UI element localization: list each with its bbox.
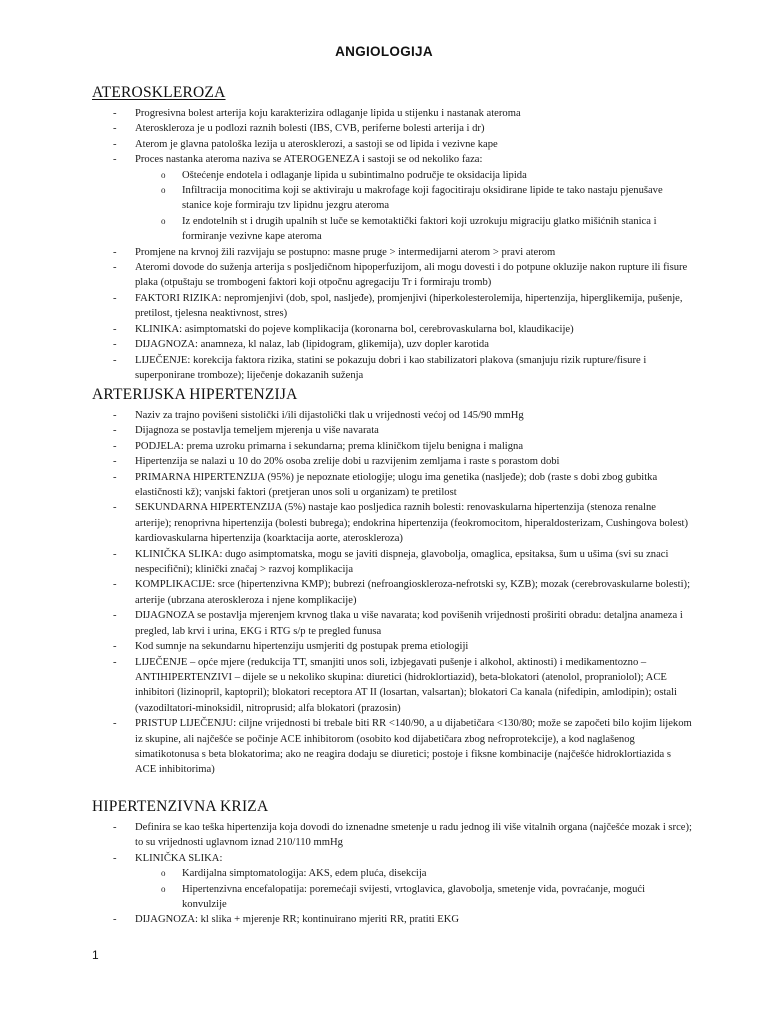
list-item-text: DIJAGNOZA: anamneza, kl nalaz, lab (lipidogram, glikemija), uzv dopler karotida [135,339,489,351]
circle-bullet-icon: o [161,169,166,180]
dash-bullet-icon: - [113,262,117,274]
dash-bullet-icon: - [113,579,117,591]
dash-bullet-icon: - [113,339,117,351]
list-item-text: Aterom je glavna patološka lezija u aterosklerozi, a sastoji se od lipida i vezivne kape [135,138,498,150]
list-item [92,106,692,121]
list-item [92,454,692,469]
list-item [92,577,692,608]
list-item-text: Definira se kao teška hipertenzija koja dovodi do iznenadne smetenje u radu jednog ili više vitalnih organa (najčešće mozak i srce); to su vrijednosti uglavnom iznad 210/110 mmHg [135,822,692,849]
section-arterijska-hipertenzija [92,386,692,778]
bullet-list [92,820,692,928]
list-item [92,423,692,438]
circle-bullet-icon: o [161,215,166,226]
list-item-text: PRISTUP LIJEČENJU: ciljne vrijednosti bi trebale biti RR <140/90, a u dijabetičara <130/80; može se započeti bilo kojim lijekom iz skupine, ali najčešće se počinje ACE inhibitorom (osobito kod dijabetičara zbog nefroprotekcije), a kod naglašenog simatikotonusa s beta blokatorima; ako ne reagira dodaju se diuretici; postoje i fiksne kombinacije (najčešće hidroklortiazida s ACE inhibitorima) [135,718,692,776]
list-item-text: FAKTORI RIZIKA: nepromjenjivi (dob, spol, nasljeđe), promjenjivi (hiperkolesterolemija, hipertenzija, hiperglikemija, pušenje, pretilost, tjelesna neaktivnost, stres) [135,292,683,320]
document-title: ANGIOLOGIJA [335,44,433,59]
list-item-text: KOMPLIKACIJE: srce (hipertenzivna KMP); bubrezi (nefroangioskleroza-nefrotski sy, KZB); mozak (cerebrovaskularne bolesti); arterije (ubrzana ateroskleroza i njene komplikacije) [135,579,691,606]
list-item-text: Proces nastanka ateroma naziva se ATEROGENEZA i sastoji se od nekoliko faza: [135,154,483,166]
list-item-text: Ateroskleroza je u podlozi raznih bolesti (IBS, CVB, periferne bolesti arterija i dr) [135,123,485,135]
list-item [92,408,692,423]
sub-list [135,168,692,245]
circle-bullet-icon: o [161,868,166,879]
list-item-text: KLINIKA: asimptomatski do pojeve komplikacija (koronarna bol, cerebrovaskularna bol, klaudikacije) [135,323,574,335]
list-item-text: KLINIČKA SLIKA: dugo asimptomatska, mogu se javiti dispneja, glavobolja, omaglica, epsitaksa, šum u ušima (svi su znaci nespecifični); klinički značaj > razvoj komplikacija [135,548,669,576]
dash-bullet-icon: - [113,292,117,304]
list-item [92,655,692,717]
list-item [92,912,692,927]
list-item-text: Ateromi dovode do suženja arterija s posljedičnom hipoperfuzijom, ali mogu dovesti i do potpune okluzije nakon rupture ili fisure plaka (otpuštaju se trombogeni faktori koji otpočnu agregaciju Tr i formiraju tromb) [135,262,688,289]
list-item [92,337,692,352]
section-heading: ARTERIJSKA HIPERTENZIJA [92,386,298,403]
list-item [92,137,692,152]
dash-bullet-icon: - [113,610,117,622]
dash-bullet-icon: - [113,425,117,437]
sub-list-item-text: Kardijalna simptomatologija: AKS, edem pluća, disekcija [182,868,427,880]
dash-bullet-icon: - [113,354,117,366]
list-item [92,820,692,851]
dash-bullet-icon: - [113,123,117,135]
dash-bullet-icon: - [113,471,117,483]
dash-bullet-icon: - [113,138,117,150]
sub-list-item-text: Hipertenzivna encefalopatija: poremećaji svijesti, vrtoglavica, glavobolja, smetenje vida, povraćanje, mogući konvulzije [182,883,646,911]
sub-list-item-text: Infiltracija monocitima koji se aktiviraju u makrofage koji fagocitiraju oksidirane lipide te tako nastaju pjenušave stanice koje formiraju tzv lipidnu jezgru ateroma [182,185,663,212]
sub-list-item [135,882,692,913]
list-item-text: PRIMARNA HIPERTENZIJA (95%) je nepoznate etiologije; ulogu ima genetika (nasljeđe); dob (raste s dobi zbog gubitka elastičnosti kž); vanjski faktori (pretjeran unos soli u organizam) te pretilost [135,471,658,499]
dash-bullet-icon: - [113,822,117,833]
list-item [92,716,692,778]
dash-bullet-icon: - [113,914,117,926]
list-item-text: Hipertenzija se nalazi u 10 do 20% osoba zrelije dobi u razvijenim zemljama i raste s porastom dobi [135,456,560,468]
list-item-text: LIJEČENJE – opće mjere (redukcija TT, smanjiti unos soli, izbjegavati pušenje i alkohol, aktinosti) i medikamentozno – ANTIHIPERTENZIVI – dijele se u nekoliko skupina: diuretici (hidroklortiazid), beta-blokatori (atenolol, propraniolol); ACE inhibitori (lizinopril, kaptopril); blokatori receptora AT II (losartan, valsartan); blokatori Ca kanala (nifedipin, amlodipin); ostali (vazodiltatori-minoksidil, nitroprusid; alfa blokatori (prazosin) [135,656,677,714]
dash-bullet-icon: - [113,410,117,421]
list-item-text: Promjene na krvnoj žili razvijaju se postupno: masne pruge > intermedijarni aterom > pravi aterom [135,246,556,258]
list-item [92,639,692,654]
list-item-text: Dijagnoza se postavlja temeljem mjerenja u više navarata [135,425,379,437]
list-item [92,121,692,136]
list-item [92,291,692,322]
page-number: 1 [92,948,99,962]
dash-bullet-icon: - [113,246,117,258]
list-item-text: LIJEČENJE: korekcija faktora rizika, statini se pokazuju dobri i kao stabilizatori plakova (smanjuju rizik rupture/fisure i superponirane tromboze); liječenje dokazanih suženja [135,354,647,381]
list-item-text: Naziv za trajno povišeni sistolički i/ili dijastolički tlak u vrijednosti većoj od 145/90 mmHg [135,410,524,421]
list-item-text: Kod sumnje na sekundarnu hipertenziju usmjeriti dg postupak prema etiologiji [135,641,469,653]
list-item-text: Progresivna bolest arterija koju karakterizira odlaganje lipida u stijenku i nastanak ateroma [135,108,521,119]
sub-list-item [135,168,692,183]
dash-bullet-icon: - [113,323,117,335]
dash-bullet-icon: - [113,440,117,452]
list-item-text: KLINIČKA SLIKA: [135,852,223,864]
sub-list-item [135,183,692,214]
list-item-text: DIJAGNOZA: kl slika + mjerenje RR; kontinuirano mjeriti RR, pratiti EKG [135,914,460,926]
dash-bullet-icon: - [113,108,117,119]
list-item [92,260,692,291]
dash-bullet-icon: - [113,456,117,468]
list-item-text: PODJELA: prema uzroku primarna i sekundarna; prema kliničkom tijelu benigna i maligna [135,440,524,452]
list-item [92,851,692,913]
sub-list-item [135,866,692,881]
circle-bullet-icon: o [161,883,166,894]
sub-list-item-text: Iz endotelnih st i drugih upalnih st luče se kemotaktički faktori koji uzrokuju migraciju glatko mišićnih stanica i formiranje vezivne kape ateroma [182,215,657,243]
dash-bullet-icon: - [113,656,117,668]
section-hipertenzivna-kriza [92,798,692,928]
list-item [92,322,692,337]
circle-bullet-icon: o [161,185,166,196]
sub-list-item [135,214,692,245]
sub-list [135,866,692,912]
bullet-list [92,408,692,778]
dash-bullet-icon: - [113,548,117,560]
dash-bullet-icon: - [113,641,117,653]
list-item [92,608,692,639]
sub-list-item-text: Oštećenje endotela i odlaganje lipida u subintimalno područje te oksidacija lipida [182,169,527,181]
list-item [92,500,692,546]
section-heading: ATEROSKLEROZA [92,84,226,101]
bullet-list [92,106,692,383]
dash-bullet-icon: - [113,502,117,514]
list-item-text: SEKUNDARNA HIPERTENZIJA (5%) nastaje kao posljedica raznih bolesti: renovaskularna hipertenzija (stenoza renalne arterije); renoprivna hipertenzija (bolesti bubrega); endokrina hipertenzija (feokromocitom, hiperaldosterizam, Cushingova bolest) kardiovaskularna hipertenzija (koarktacija aorte, ateroskleroza) [135,502,689,545]
list-item [92,152,692,244]
section-heading: HIPERTENZIVNA KRIZA [92,798,269,815]
list-item [92,439,692,454]
dash-bullet-icon: - [113,852,117,864]
list-item [92,353,692,384]
list-item [92,547,692,578]
list-item [92,245,692,260]
list-item [92,470,692,501]
dash-bullet-icon: - [113,718,117,730]
dash-bullet-icon: - [113,154,117,166]
section-ateroskleroza [92,84,692,383]
list-item-text: DIJAGNOZA se postavlja mjerenjem krvnog tlaka u više navarata; kod povišenih vrijednosti proširiti obradu: detaljna anameza i pregled, lab krvi i urina, EKG i RTG s/p te pregled funusa [135,610,683,637]
